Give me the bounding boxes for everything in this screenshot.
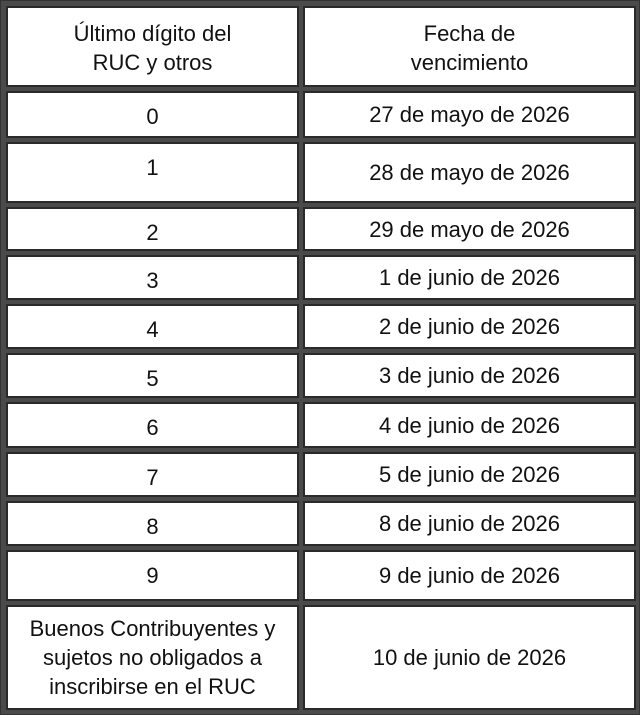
table-row-special-date: 10 de junio de 2026	[303, 605, 636, 710]
table-row-digit: 3	[6, 255, 299, 300]
table-row-digit: 9	[6, 550, 299, 601]
table-row-digit: 7	[6, 452, 299, 497]
table-row-digit: 0	[6, 91, 299, 138]
table-row-digit: 4	[6, 304, 299, 349]
table-row-date: 9 de junio de 2026	[303, 550, 636, 601]
table-row-date: 1 de junio de 2026	[303, 255, 636, 300]
table-row-date: 2 de junio de 2026	[303, 304, 636, 349]
table-row-special-label	[6, 605, 299, 710]
table-row-digit: 6	[6, 402, 299, 448]
table-row-digit: 2	[6, 207, 299, 251]
header-last-digit-line1: Último dígito del	[73, 20, 232, 46]
special-label-line3: inscribirse en el RUC	[49, 674, 256, 699]
special-label-line2: sujetos no obligados a	[43, 645, 262, 670]
table-row-date: 29 de mayo de 2026	[303, 207, 636, 251]
header-due-date-line1: Fecha de	[423, 20, 516, 46]
table-row-digit: 1	[6, 142, 299, 203]
special-label-line1: Buenos Contribuyentes y	[29, 616, 276, 641]
header-last-digit-line2: RUC y otros	[92, 49, 213, 75]
table-row-date: 4 de junio de 2026	[303, 402, 636, 448]
table-row-date: 28 de mayo de 2026	[303, 142, 636, 203]
table-row-digit: 5	[6, 353, 299, 398]
table-row-date: 3 de junio de 2026	[303, 353, 636, 398]
header-due-date	[303, 6, 636, 87]
header-last-digit	[6, 6, 299, 87]
header-due-date-line2: vencimiento	[410, 49, 529, 75]
table-row-digit: 8	[6, 501, 299, 546]
table-row-date: 27 de mayo de 2026	[303, 91, 636, 138]
table-row-date: 8 de junio de 2026	[303, 501, 636, 546]
table-row-date: 5 de junio de 2026	[303, 452, 636, 497]
